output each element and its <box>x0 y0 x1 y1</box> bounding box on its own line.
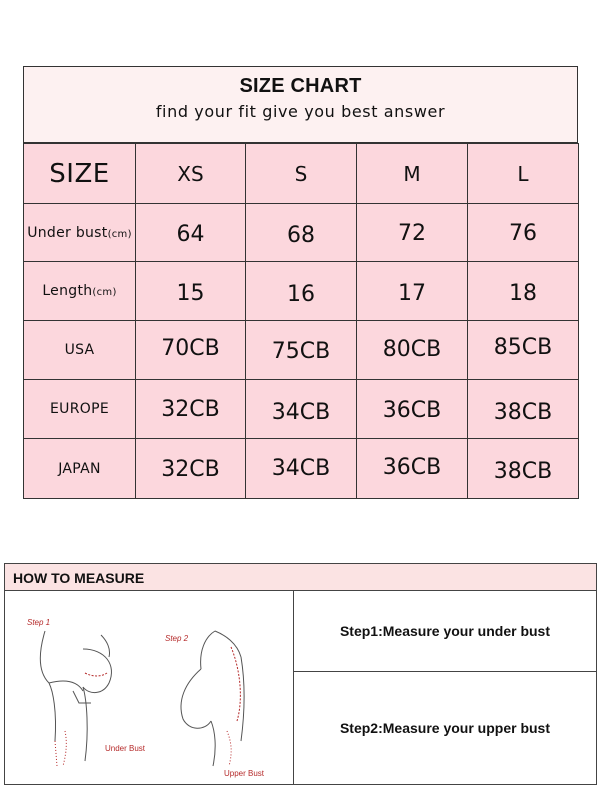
table-cell <box>468 439 579 499</box>
table-cell <box>136 321 246 380</box>
table-cell <box>136 262 246 321</box>
chart-subtitle: find your fit give you best answer <box>155 102 446 121</box>
table-cell <box>357 262 468 321</box>
table-cell <box>468 321 579 380</box>
size-chart-header <box>23 66 578 143</box>
step1-tag: Step 1 <box>27 618 51 627</box>
cell-value: 34CB <box>271 456 331 481</box>
cell-value: 17 <box>398 280 426 306</box>
measure-illustration-svg <box>5 591 293 784</box>
table-cell <box>136 204 246 262</box>
table-cell <box>357 380 468 439</box>
cell-value: 32CB <box>161 396 220 422</box>
measure-illustration <box>5 591 294 784</box>
table-cell <box>357 321 468 380</box>
how-to-measure-title: HOW TO MEASURE <box>5 564 596 591</box>
cell-value: 36CB <box>382 397 442 423</box>
table-cell <box>246 321 357 380</box>
table-cell <box>246 380 357 439</box>
table-row-europe <box>24 380 579 439</box>
row-label <box>24 262 136 321</box>
cell-value: 36CB <box>382 455 442 480</box>
table-row-length <box>24 262 579 321</box>
table-cell <box>246 439 357 499</box>
step-2-instruction: Step2:Measure your upper bust <box>339 719 551 736</box>
row-label <box>24 380 136 439</box>
table-row-usa <box>24 321 579 380</box>
measure-steps <box>294 591 596 784</box>
cell-value: 32CB <box>161 457 220 482</box>
size-col-l: L <box>468 144 579 204</box>
size-col-s: S <box>246 144 357 204</box>
cell-value: 76 <box>509 221 537 246</box>
cell-value: 70CB <box>161 335 220 361</box>
size-header-cell: SIZE <box>24 144 136 204</box>
cell-value: 68 <box>287 223 315 248</box>
cell-value: 16 <box>287 281 315 307</box>
step2-tag: Step 2 <box>165 634 189 643</box>
table-cell <box>357 439 468 499</box>
under-bust-label: Under Bust <box>105 744 146 753</box>
size-col-xs: XS <box>136 144 246 204</box>
figure-upper-bust <box>181 631 244 766</box>
cell-value: 18 <box>509 280 537 306</box>
table-cell <box>246 204 357 262</box>
step-1-instruction: Step1:Measure your under bust <box>294 591 596 672</box>
table-cell <box>468 380 579 439</box>
table-cell <box>246 262 357 321</box>
size-col-m: M <box>357 144 468 204</box>
cell-value: 38CB <box>493 399 553 425</box>
row-label <box>24 439 136 499</box>
row-label-text: EUROPE <box>50 401 109 417</box>
row-label-text: Under bust <box>27 224 108 241</box>
table-cell <box>468 262 579 321</box>
row-label <box>24 321 136 380</box>
cell-value: 15 <box>176 280 205 306</box>
row-label-text: Length <box>42 283 93 299</box>
row-label-text: USA <box>64 342 95 358</box>
table-cell <box>357 204 468 262</box>
chart-title: SIZE CHART <box>239 75 362 97</box>
cell-value: 64 <box>176 222 205 247</box>
table-row-japan <box>24 439 579 499</box>
figure-under-bust <box>40 631 111 766</box>
upper-bust-label: Upper Bust <box>224 769 265 778</box>
cell-value: 72 <box>398 221 426 246</box>
cell-value: 80CB <box>382 336 442 362</box>
row-label <box>24 204 136 262</box>
table-row-under-bust <box>24 204 579 262</box>
row-label-unit: (cm) <box>92 287 117 298</box>
how-to-measure-body <box>5 591 596 784</box>
cell-value: 34CB <box>271 399 331 425</box>
how-to-measure-panel <box>4 563 597 785</box>
table-cell <box>468 204 579 262</box>
table-row-sizes <box>24 144 579 204</box>
row-label-unit: (cm) <box>107 228 132 240</box>
table-cell <box>136 380 246 439</box>
row-label-text: JAPAN <box>58 460 101 477</box>
cell-value: 85CB <box>493 334 553 360</box>
cell-value: 38CB <box>493 459 553 484</box>
cell-value: 75CB <box>271 338 331 364</box>
size-table <box>23 143 579 499</box>
table-cell <box>136 439 246 499</box>
